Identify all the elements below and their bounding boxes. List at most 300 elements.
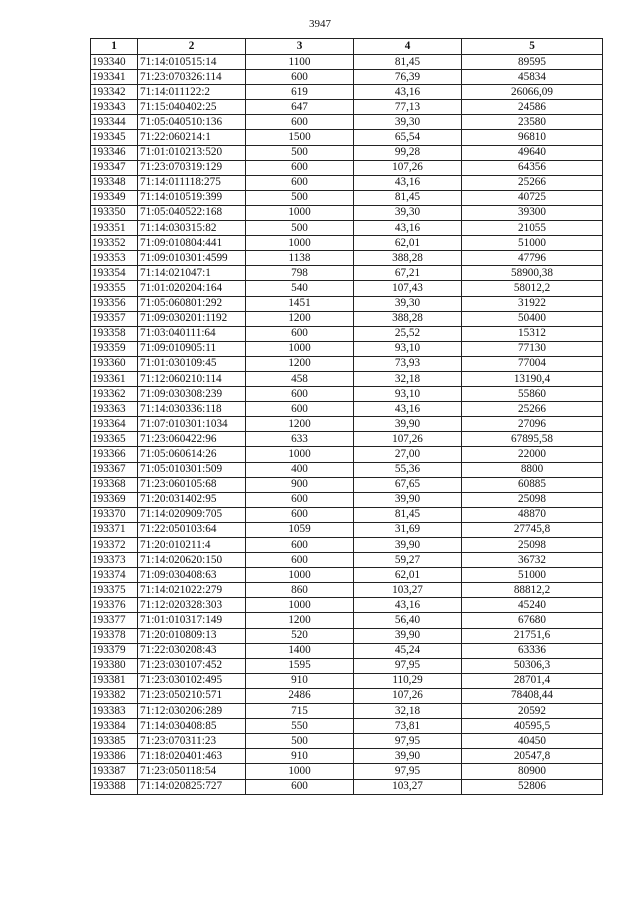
rate-cell: 97,95: [354, 658, 462, 673]
row-number-cell: 193340: [91, 55, 138, 70]
cadastral-number-cell: 71:14:021047:1: [138, 266, 246, 281]
area-cell: 520: [246, 628, 354, 643]
rate-cell: 43,16: [354, 402, 462, 417]
row-number-cell: 193352: [91, 236, 138, 251]
table-row: [91, 432, 603, 447]
table-row: [91, 568, 603, 583]
row-number-cell: 193387: [91, 764, 138, 779]
row-number-cell: 193378: [91, 628, 138, 643]
area-cell: 500: [246, 734, 354, 749]
rate-cell: 65,54: [354, 130, 462, 145]
value-cell: 25098: [462, 492, 603, 507]
table-row: [91, 190, 603, 205]
area-cell: 900: [246, 477, 354, 492]
table-row: [91, 628, 603, 643]
table-row: [91, 311, 603, 326]
value-cell: 96810: [462, 130, 603, 145]
cadastral-number-cell: 71:23:050118:54: [138, 764, 246, 779]
table-row: [91, 326, 603, 341]
row-number-cell: 193357: [91, 311, 138, 326]
table-row: [91, 522, 603, 537]
table-row: [91, 356, 603, 371]
value-cell: 31922: [462, 296, 603, 311]
area-cell: 600: [246, 115, 354, 130]
value-cell: 40450: [462, 734, 603, 749]
cadastral-number-cell: 71:23:060105:68: [138, 477, 246, 492]
cadastral-number-cell: 71:20:010211:4: [138, 538, 246, 553]
table-row: [91, 55, 603, 70]
table-row: [91, 658, 603, 673]
cadastral-number-cell: 71:14:020825:727: [138, 779, 246, 794]
table-row: [91, 205, 603, 220]
cadastral-number-cell: 71:22:050103:64: [138, 522, 246, 537]
area-cell: 1200: [246, 311, 354, 326]
row-number-cell: 193354: [91, 266, 138, 281]
cadastral-number-cell: 71:05:040522:168: [138, 205, 246, 220]
cadastral-number-cell: 71:23:070311:23: [138, 734, 246, 749]
rate-cell: 107,26: [354, 688, 462, 703]
table-row: [91, 236, 603, 251]
area-cell: 715: [246, 704, 354, 719]
area-cell: 1200: [246, 417, 354, 432]
table-row: [91, 719, 603, 734]
value-cell: 67895,58: [462, 432, 603, 447]
value-cell: 36732: [462, 553, 603, 568]
cadastral-number-cell: 71:01:010317:149: [138, 613, 246, 628]
value-cell: 78408,44: [462, 688, 603, 703]
rate-cell: 73,93: [354, 356, 462, 371]
rate-cell: 32,18: [354, 704, 462, 719]
header-row: [91, 39, 603, 55]
rate-cell: 73,81: [354, 719, 462, 734]
cadastral-number-cell: 71:14:021022:279: [138, 583, 246, 598]
header-col-1: 1: [91, 39, 138, 55]
cadastral-number-cell: 71:14:030315:82: [138, 221, 246, 236]
row-number-cell: 193348: [91, 175, 138, 190]
cadastral-number-cell: 71:09:030308:239: [138, 387, 246, 402]
table-row: [91, 402, 603, 417]
row-number-cell: 193372: [91, 538, 138, 553]
rate-cell: 27,00: [354, 447, 462, 462]
area-cell: 600: [246, 387, 354, 402]
rate-cell: 39,90: [354, 628, 462, 643]
rate-cell: 62,01: [354, 568, 462, 583]
rate-cell: 107,26: [354, 160, 462, 175]
area-cell: 1000: [246, 598, 354, 613]
table-row: [91, 417, 603, 432]
rate-cell: 93,10: [354, 387, 462, 402]
table-row: [91, 387, 603, 402]
value-cell: 20592: [462, 704, 603, 719]
cadastral-number-cell: 71:09:010804:441: [138, 236, 246, 251]
cadastral-number-cell: 71:14:020620:150: [138, 553, 246, 568]
rate-cell: 388,28: [354, 311, 462, 326]
rate-cell: 67,65: [354, 477, 462, 492]
value-cell: 25266: [462, 175, 603, 190]
row-number-cell: 193384: [91, 719, 138, 734]
rate-cell: 110,29: [354, 673, 462, 688]
registry-table: [90, 38, 603, 795]
rate-cell: 103,27: [354, 583, 462, 598]
table-row: [91, 175, 603, 190]
cadastral-number-cell: 71:09:030408:63: [138, 568, 246, 583]
row-number-cell: 193385: [91, 734, 138, 749]
value-cell: 40595,5: [462, 719, 603, 734]
value-cell: 27745,8: [462, 522, 603, 537]
table-row: [91, 673, 603, 688]
header-col-3: 3: [246, 39, 354, 55]
area-cell: 600: [246, 402, 354, 417]
row-number-cell: 193344: [91, 115, 138, 130]
rate-cell: 39,90: [354, 417, 462, 432]
table-row: [91, 145, 603, 160]
cadastral-number-cell: 71:20:010809:13: [138, 628, 246, 643]
table-row: [91, 296, 603, 311]
area-cell: 1200: [246, 356, 354, 371]
value-cell: 21055: [462, 221, 603, 236]
area-cell: 600: [246, 553, 354, 568]
area-cell: 633: [246, 432, 354, 447]
rate-cell: 99,28: [354, 145, 462, 160]
value-cell: 89595: [462, 55, 603, 70]
rate-cell: 39,90: [354, 492, 462, 507]
row-number-cell: 193367: [91, 462, 138, 477]
cadastral-number-cell: 71:14:030408:85: [138, 719, 246, 734]
row-number-cell: 193353: [91, 251, 138, 266]
table-row: [91, 85, 603, 100]
area-cell: 600: [246, 538, 354, 553]
table-row: [91, 70, 603, 85]
area-cell: 2486: [246, 688, 354, 703]
cadastral-number-cell: 71:09:030201:1192: [138, 311, 246, 326]
value-cell: 50306,3: [462, 658, 603, 673]
row-number-cell: 193379: [91, 643, 138, 658]
table-row: [91, 538, 603, 553]
rate-cell: 97,95: [354, 764, 462, 779]
row-number-cell: 193363: [91, 402, 138, 417]
row-number-cell: 193380: [91, 658, 138, 673]
table-row: [91, 553, 603, 568]
rate-cell: 103,27: [354, 779, 462, 794]
value-cell: 27096: [462, 417, 603, 432]
area-cell: 400: [246, 462, 354, 477]
rate-cell: 107,26: [354, 432, 462, 447]
rate-cell: 43,16: [354, 175, 462, 190]
area-cell: 600: [246, 175, 354, 190]
header-col-2: 2: [138, 39, 246, 55]
cadastral-number-cell: 71:12:020328:303: [138, 598, 246, 613]
area-cell: 1000: [246, 205, 354, 220]
cadastral-number-cell: 71:14:030336:118: [138, 402, 246, 417]
area-cell: 1059: [246, 522, 354, 537]
rate-cell: 31,69: [354, 522, 462, 537]
value-cell: 50400: [462, 311, 603, 326]
area-cell: 600: [246, 70, 354, 85]
rate-cell: 56,40: [354, 613, 462, 628]
row-number-cell: 193355: [91, 281, 138, 296]
value-cell: 67680: [462, 613, 603, 628]
table-row: [91, 115, 603, 130]
value-cell: 47796: [462, 251, 603, 266]
area-cell: 458: [246, 371, 354, 386]
cadastral-number-cell: 71:23:050210:571: [138, 688, 246, 703]
rate-cell: 67,21: [354, 266, 462, 281]
rate-cell: 81,45: [354, 55, 462, 70]
cadastral-number-cell: 71:20:031402:95: [138, 492, 246, 507]
cadastral-number-cell: 71:01:020204:164: [138, 281, 246, 296]
value-cell: 88812,2: [462, 583, 603, 598]
rate-cell: 39,90: [354, 749, 462, 764]
rate-cell: 93,10: [354, 341, 462, 356]
row-number-cell: 193346: [91, 145, 138, 160]
row-number-cell: 193350: [91, 205, 138, 220]
rate-cell: 39,30: [354, 296, 462, 311]
row-number-cell: 193361: [91, 371, 138, 386]
row-number-cell: 193369: [91, 492, 138, 507]
cadastral-number-cell: 71:01:010213:520: [138, 145, 246, 160]
area-cell: 1595: [246, 658, 354, 673]
cadastral-number-cell: 71:05:040510:136: [138, 115, 246, 130]
row-number-cell: 193370: [91, 507, 138, 522]
rate-cell: 43,16: [354, 598, 462, 613]
area-cell: 1000: [246, 568, 354, 583]
cadastral-number-cell: 71:15:040402:25: [138, 100, 246, 115]
row-number-cell: 193362: [91, 387, 138, 402]
table-row: [91, 643, 603, 658]
table-row: [91, 598, 603, 613]
value-cell: 58900,38: [462, 266, 603, 281]
area-cell: 600: [246, 779, 354, 794]
row-number-cell: 193371: [91, 522, 138, 537]
value-cell: 64356: [462, 160, 603, 175]
cadastral-number-cell: 71:01:030109:45: [138, 356, 246, 371]
value-cell: 63336: [462, 643, 603, 658]
area-cell: 550: [246, 719, 354, 734]
rate-cell: 32,18: [354, 371, 462, 386]
area-cell: 910: [246, 673, 354, 688]
value-cell: 39300: [462, 205, 603, 220]
cadastral-number-cell: 71:03:040111:64: [138, 326, 246, 341]
row-number-cell: 193382: [91, 688, 138, 703]
page-number: 3947: [309, 18, 331, 30]
cadastral-number-cell: 71:14:020909:705: [138, 507, 246, 522]
table-row: [91, 492, 603, 507]
value-cell: 28701,4: [462, 673, 603, 688]
value-cell: 26066,09: [462, 85, 603, 100]
table-row: [91, 507, 603, 522]
row-number-cell: 193345: [91, 130, 138, 145]
cadastral-number-cell: 71:09:010905:11: [138, 341, 246, 356]
cadastral-number-cell: 71:05:060614:26: [138, 447, 246, 462]
area-cell: 647: [246, 100, 354, 115]
area-cell: 1138: [246, 251, 354, 266]
row-number-cell: 193381: [91, 673, 138, 688]
header-col-5: 5: [462, 39, 603, 55]
rate-cell: 97,95: [354, 734, 462, 749]
row-number-cell: 193388: [91, 779, 138, 794]
value-cell: 40725: [462, 190, 603, 205]
row-number-cell: 193358: [91, 326, 138, 341]
table-row: [91, 462, 603, 477]
cadastral-number-cell: 71:14:010515:14: [138, 55, 246, 70]
rate-cell: 43,16: [354, 221, 462, 236]
area-cell: 1000: [246, 341, 354, 356]
row-number-cell: 193375: [91, 583, 138, 598]
area-cell: 600: [246, 160, 354, 175]
value-cell: 23580: [462, 115, 603, 130]
value-cell: 25098: [462, 538, 603, 553]
cadastral-number-cell: 71:23:030102:495: [138, 673, 246, 688]
area-cell: 1500: [246, 130, 354, 145]
area-cell: 600: [246, 326, 354, 341]
value-cell: 25266: [462, 402, 603, 417]
rate-cell: 388,28: [354, 251, 462, 266]
value-cell: 80900: [462, 764, 603, 779]
row-number-cell: 193368: [91, 477, 138, 492]
row-number-cell: 193383: [91, 704, 138, 719]
table-row: [91, 281, 603, 296]
cadastral-number-cell: 71:23:070319:129: [138, 160, 246, 175]
value-cell: 22000: [462, 447, 603, 462]
area-cell: 1000: [246, 764, 354, 779]
value-cell: 48870: [462, 507, 603, 522]
table-row: [91, 688, 603, 703]
area-cell: 500: [246, 190, 354, 205]
table-row: [91, 266, 603, 281]
rate-cell: 76,39: [354, 70, 462, 85]
value-cell: 45834: [462, 70, 603, 85]
area-cell: 1400: [246, 643, 354, 658]
cadastral-number-cell: 71:12:060210:114: [138, 371, 246, 386]
row-number-cell: 193386: [91, 749, 138, 764]
area-cell: 798: [246, 266, 354, 281]
cadastral-number-cell: 71:07:010301:1034: [138, 417, 246, 432]
value-cell: 15312: [462, 326, 603, 341]
table-row: [91, 749, 603, 764]
rate-cell: 59,27: [354, 553, 462, 568]
value-cell: 60885: [462, 477, 603, 492]
table-row: [91, 734, 603, 749]
row-number-cell: 193376: [91, 598, 138, 613]
row-number-cell: 193349: [91, 190, 138, 205]
rate-cell: 39,30: [354, 205, 462, 220]
area-cell: 600: [246, 507, 354, 522]
value-cell: 8800: [462, 462, 603, 477]
area-cell: 540: [246, 281, 354, 296]
area-cell: 1100: [246, 55, 354, 70]
rate-cell: 107,43: [354, 281, 462, 296]
row-number-cell: 193366: [91, 447, 138, 462]
value-cell: 58012,2: [462, 281, 603, 296]
table-row: [91, 583, 603, 598]
value-cell: 55860: [462, 387, 603, 402]
table-row: [91, 251, 603, 266]
rate-cell: 81,45: [354, 190, 462, 205]
value-cell: 51000: [462, 568, 603, 583]
area-cell: 1000: [246, 236, 354, 251]
value-cell: 77004: [462, 356, 603, 371]
area-cell: 619: [246, 85, 354, 100]
cadastral-number-cell: 71:14:011122:2: [138, 85, 246, 100]
value-cell: 51000: [462, 236, 603, 251]
cadastral-number-cell: 71:14:010519:399: [138, 190, 246, 205]
cadastral-number-cell: 71:09:010301:4599: [138, 251, 246, 266]
area-cell: 1200: [246, 613, 354, 628]
rate-cell: 45,24: [354, 643, 462, 658]
table-row: [91, 100, 603, 115]
cadastral-number-cell: 71:05:010301:509: [138, 462, 246, 477]
value-cell: 49640: [462, 145, 603, 160]
rate-cell: 81,45: [354, 507, 462, 522]
rate-cell: 62,01: [354, 236, 462, 251]
table-header: [91, 39, 603, 55]
rate-cell: 55,36: [354, 462, 462, 477]
table-row: [91, 704, 603, 719]
area-cell: 1451: [246, 296, 354, 311]
table-row: [91, 130, 603, 145]
value-cell: 52806: [462, 779, 603, 794]
table-row: [91, 447, 603, 462]
area-cell: 600: [246, 492, 354, 507]
cadastral-number-cell: 71:18:020401:463: [138, 749, 246, 764]
value-cell: 21751,6: [462, 628, 603, 643]
value-cell: 24586: [462, 100, 603, 115]
cadastral-number-cell: 71:23:070326:114: [138, 70, 246, 85]
header-col-4: 4: [354, 39, 462, 55]
row-number-cell: 193364: [91, 417, 138, 432]
table-row: [91, 221, 603, 236]
table-row: [91, 764, 603, 779]
row-number-cell: 193374: [91, 568, 138, 583]
table-row: [91, 341, 603, 356]
rate-cell: 43,16: [354, 85, 462, 100]
cadastral-number-cell: 71:14:011118:275: [138, 175, 246, 190]
row-number-cell: 193360: [91, 356, 138, 371]
row-number-cell: 193341: [91, 70, 138, 85]
rate-cell: 39,30: [354, 115, 462, 130]
table-row: [91, 477, 603, 492]
area-cell: 1000: [246, 447, 354, 462]
cadastral-number-cell: 71:05:060801:292: [138, 296, 246, 311]
rate-cell: 25,52: [354, 326, 462, 341]
cadastral-number-cell: 71:22:030208:43: [138, 643, 246, 658]
value-cell: 13190,4: [462, 371, 603, 386]
area-cell: 860: [246, 583, 354, 598]
value-cell: 77130: [462, 341, 603, 356]
row-number-cell: 193359: [91, 341, 138, 356]
row-number-cell: 193365: [91, 432, 138, 447]
table-body: [91, 55, 603, 795]
row-number-cell: 193356: [91, 296, 138, 311]
table-row: [91, 160, 603, 175]
cadastral-number-cell: 71:22:060214:1: [138, 130, 246, 145]
area-cell: 910: [246, 749, 354, 764]
row-number-cell: 193343: [91, 100, 138, 115]
cadastral-number-cell: 71:23:030107:452: [138, 658, 246, 673]
row-number-cell: 193351: [91, 221, 138, 236]
rate-cell: 39,90: [354, 538, 462, 553]
row-number-cell: 193373: [91, 553, 138, 568]
row-number-cell: 193347: [91, 160, 138, 175]
table-row: [91, 779, 603, 794]
area-cell: 500: [246, 221, 354, 236]
rate-cell: 77,13: [354, 100, 462, 115]
value-cell: 20547,8: [462, 749, 603, 764]
area-cell: 500: [246, 145, 354, 160]
cadastral-number-cell: 71:23:060422:96: [138, 432, 246, 447]
cadastral-number-cell: 71:12:030206:289: [138, 704, 246, 719]
row-number-cell: 193377: [91, 613, 138, 628]
